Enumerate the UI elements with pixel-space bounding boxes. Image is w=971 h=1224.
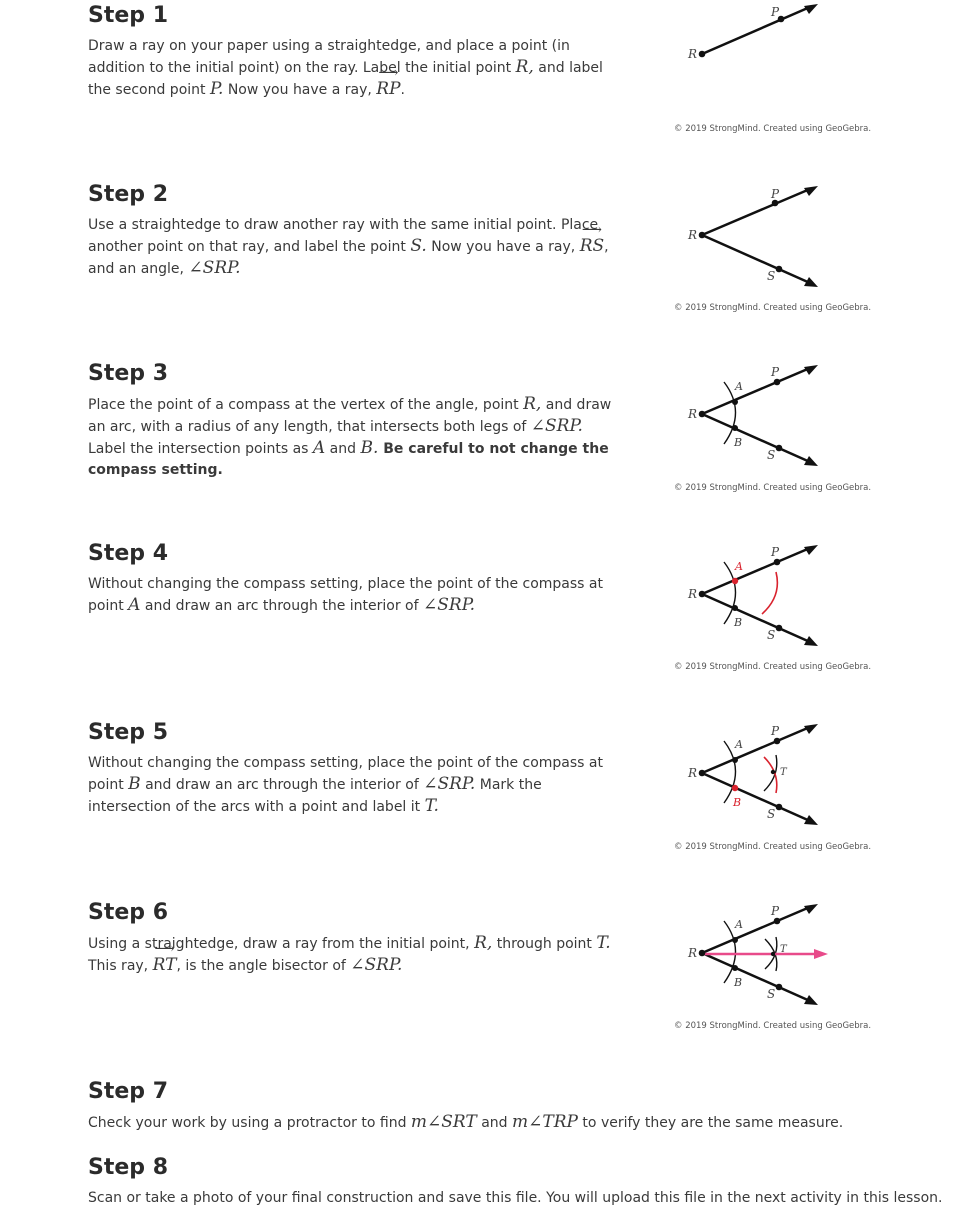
- svg-text:P: P: [771, 724, 780, 738]
- step-title: Step 8: [88, 1155, 168, 1180]
- label-r: R: [688, 47, 698, 61]
- step-3: [88, 360, 618, 481]
- step-text: Check your work by using a protractor to find m∠SRT and m∠TRP to verify they are the same measure.: [88, 1112, 844, 1132]
- point-a-red: [732, 578, 738, 584]
- ray-rp: [702, 7, 810, 54]
- image-credit: © 2019 StrongMind. Created using GeoGebra.: [674, 662, 872, 672]
- step-6-figure: [672, 899, 832, 1014]
- arrowhead: [804, 4, 818, 14]
- step-title: Step 5: [88, 720, 168, 745]
- step-2-figure: [672, 180, 832, 295]
- step-title: Step 4: [88, 541, 168, 566]
- svg-text:B: B: [733, 796, 742, 809]
- svg-text:A: A: [735, 560, 743, 573]
- label-p: P: [771, 5, 780, 19]
- step-5: [88, 719, 628, 818]
- bisector-arrowhead: [814, 949, 828, 959]
- svg-text:R: R: [688, 946, 698, 960]
- svg-text:S: S: [767, 807, 776, 821]
- step-title: Step 6: [88, 900, 168, 925]
- step-text: Without changing the compass setting, place the point of the compass at point A and draw an arc through the interior of ∠SRP.: [88, 576, 603, 615]
- step-text: Without changing the compass setting, place the point of the compass at point B and draw an arc through the interior of ∠SRP. Mark the intersection of the arcs with a point and label it T.: [88, 755, 603, 816]
- step-text: Draw a ray on your paper using a straightedge, and place a point (in addition to the initial point) on the ray. Label the initial point R, and label the second point P. Now you have a ray, ⟶ RP.: [88, 36, 618, 101]
- point-a: [732, 399, 738, 405]
- image-credit: © 2019 StrongMind. Created using GeoGebra.: [674, 1021, 872, 1031]
- step-1: [88, 2, 618, 101]
- svg-text:S: S: [767, 628, 776, 642]
- step-text: Using a straightedge, draw a ray from the initial point, R, through point T. This ray, ⟶ RT, is the angle bisector of ∠SRP.: [88, 933, 633, 977]
- svg-text:A: A: [735, 380, 743, 393]
- svg-text:R: R: [688, 407, 698, 421]
- point-b-red: [732, 785, 738, 791]
- step-title: Step 7: [88, 1079, 168, 1104]
- svg-text:B: B: [734, 616, 743, 629]
- step-7: [88, 1078, 948, 1134]
- step-8: [88, 1154, 958, 1209]
- step-text: Use a straightedge to draw another ray with the same initial point. Place another point on that ray, and label the point S. Now you have a ray, ⟶ RS, and an angle, ∠SRP.: [88, 215, 633, 280]
- red-arc: [762, 572, 777, 614]
- step-3-figure: [672, 360, 832, 475]
- image-credit: © 2019 StrongMind. Created using GeoGebra.: [674, 124, 872, 134]
- step-6: [88, 899, 633, 977]
- image-credit: © 2019 StrongMind. Created using GeoGebra.: [674, 303, 872, 313]
- compass-arc: [724, 382, 736, 444]
- step-4: [88, 540, 618, 617]
- svg-text:A: A: [735, 918, 743, 931]
- svg-text:S: S: [767, 448, 776, 462]
- step-title: Step 1: [88, 3, 168, 28]
- step-text: Place the point of a compass at the vertex of the angle, point R, and draw an arc, with a radius of any length, that intersects both legs of ∠SRP. Label the intersection points as A and B. Be careful to not change the compass setting.: [88, 394, 612, 478]
- svg-text:R: R: [688, 587, 698, 601]
- svg-text:T: T: [780, 767, 787, 778]
- point-s: [776, 266, 783, 273]
- step-5-figure: [672, 719, 832, 834]
- point-r: [699, 232, 706, 239]
- svg-text:B: B: [734, 976, 743, 989]
- step-text: Scan or take a photo of your final construction and save this file. You will upload this file in the next activity in this lesson.: [88, 1190, 943, 1206]
- label-p: P: [771, 187, 780, 201]
- svg-text:P: P: [771, 904, 780, 918]
- svg-text:P: P: [771, 545, 780, 559]
- point-r: [699, 51, 706, 58]
- point-b: [732, 425, 738, 431]
- label-s: S: [767, 269, 776, 283]
- step-1-figure: [672, 0, 832, 68]
- image-credit: © 2019 StrongMind. Created using GeoGebra.: [674, 483, 872, 493]
- svg-text:T: T: [780, 944, 787, 955]
- label-r: R: [688, 228, 698, 242]
- svg-text:B: B: [734, 436, 743, 449]
- svg-text:R: R: [688, 766, 698, 780]
- step-2: [88, 181, 633, 280]
- svg-text:S: S: [767, 987, 776, 1001]
- step-4-figure: [672, 540, 832, 655]
- svg-text:P: P: [771, 365, 780, 379]
- image-credit: © 2019 StrongMind. Created using GeoGebra.: [674, 842, 872, 852]
- step-title: Step 2: [88, 182, 168, 207]
- svg-text:A: A: [735, 738, 743, 751]
- point-t: [771, 770, 775, 774]
- step-title: Step 3: [88, 361, 168, 386]
